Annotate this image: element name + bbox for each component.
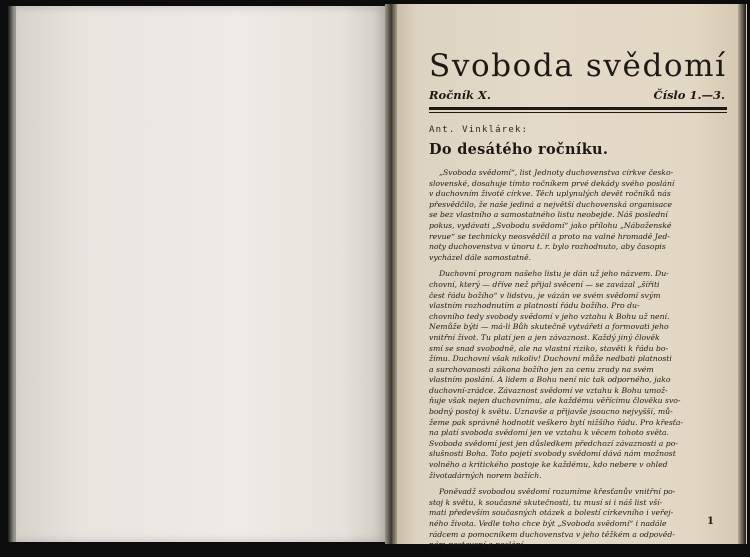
text-line: noty duchovenstva v únoru t. r. bylo rozhodnuto, aby časopis xyxy=(429,242,666,252)
text-line: volného a kritického postoje ke každému, kdo nebere v ohled xyxy=(429,460,668,470)
issue-label: Číslo 1.—3. xyxy=(653,88,725,102)
text-line: životadárných norem božích. xyxy=(429,470,542,480)
left-blank-page xyxy=(16,6,388,542)
text-line: a surchovanosti zákona božího jen za cenu zrady na svém xyxy=(429,364,654,374)
text-line: žímu. Duchovní však nikoliv! Duchovní může nedbati platnosti xyxy=(429,354,672,364)
text-line: ného života. Vedle toho chce být „Svoboda svědomí“ i nadále xyxy=(429,519,667,528)
text-line: chovní, který — dříve než přijal svěcení — se zavázal „šířiti xyxy=(429,279,660,289)
text-line: slovenské, dosahuje tímto ročníkem prvé dekády svého poslání xyxy=(429,178,675,188)
right-cover-edge xyxy=(738,4,746,544)
text-line: revue“ se technicky neosvědčil a proto na valné hromadě Jed- xyxy=(429,231,670,241)
page-number: 1 xyxy=(707,516,714,527)
text-line: vnitřní život. Tu platí jen a jen závaznost. Každý jiný člověk xyxy=(429,332,660,342)
book-spread xyxy=(8,4,746,550)
text-line: rádcem a pomocníkem duchovenstva v jeho těžkém a odpověd- xyxy=(429,529,675,539)
text-line: pokus, vydávati „Svobodu svědomí“ jako přílohu „Náboženské xyxy=(429,220,672,230)
article-paragraph xyxy=(429,487,727,551)
volume-label: Ročník X. xyxy=(429,88,491,102)
article-title: Do desátého ročníku. xyxy=(429,141,609,158)
text-line: stoj k světu, k současné skutečnosti, tu musí si i náš list vší- xyxy=(429,497,663,507)
text-line: přesvědčilo, že naše jediná a největší duchovenská organisace xyxy=(429,199,673,209)
journal-title: Svoboda svědomí xyxy=(429,48,727,84)
text-line: vycházel dále samostatně. xyxy=(429,252,532,262)
text-line: chovního tedy svobody svědomí v jeho vztahu k Bohu už není. xyxy=(429,311,670,321)
masthead-rule-thin xyxy=(429,112,727,113)
text-line: na platí svoboda svědomí jen ve vztahu k věcem tohoto světa. xyxy=(429,428,669,438)
text-line: bodný postoj k světu. Uznavše a přijavše jsoucno nejvyšší, mů- xyxy=(429,407,673,417)
text-line: vlastním rozhodnutím a platností řádu božího. Pro du- xyxy=(429,301,640,311)
text-line: čest řádu božího“ v lidstvu, je vázán ve svém svědomí svým xyxy=(429,290,661,300)
right-page xyxy=(397,4,747,550)
text-line: se bez vlastního a samostatného listu neobejde. Náš poslední xyxy=(429,210,668,220)
article-paragraph xyxy=(429,269,727,481)
text-line: smí se snad svobodně, ale na vlastní riziko, stavěti k řádu bo- xyxy=(429,343,669,353)
text-line: Nemůže býti — má-li Bůh skutečně vytvářeti a formovati jeho xyxy=(429,322,669,332)
article-body xyxy=(429,168,727,551)
text-line: „Svoboda svědomí“, list Jednoty duchovenstva církve česko- xyxy=(439,168,674,177)
text-line: vlastním poslání. A lidem a Bohu není nic tak odporného, jako xyxy=(429,375,671,385)
text-line: ňuje však nejen duchovnímu, ale každému věřícímu člověku svo- xyxy=(429,396,681,406)
text-line: Svoboda svědomí jest jen důsledkem předchozí závaznosti a po- xyxy=(429,438,678,448)
text-line: v duchovním životě církve. Těch uplynulých devět ročníků nás xyxy=(429,189,671,199)
page-content xyxy=(429,50,727,557)
article-paragraph xyxy=(429,168,727,263)
text-line: žeme pak správně hodnotit veškero bytí nižšího řádu. Pro křesťa- xyxy=(429,417,684,427)
text-line: Poněvadž svobodou svědomí rozumíme křesťanův vnitřní po- xyxy=(439,487,676,497)
journal-meta xyxy=(429,88,727,102)
text-line: ném postavení a poslání. xyxy=(429,540,526,550)
text-line: duchovní-zrádce. Závaznost svědomí ve vztahu k Bohu umož- xyxy=(429,385,668,395)
text-line: slušnosti Boha. Toto pojetí svobody svědomí dává nám možnost xyxy=(429,449,676,459)
text-line: mati především současných otázek a bolestí církevního i veřej- xyxy=(429,508,674,518)
article-author: Ant. Vinklárek: xyxy=(429,125,529,135)
text-line: Duchovní program našeho listu je dán už jeho názvem. Du- xyxy=(439,269,669,279)
masthead-rule-thick xyxy=(429,107,727,110)
